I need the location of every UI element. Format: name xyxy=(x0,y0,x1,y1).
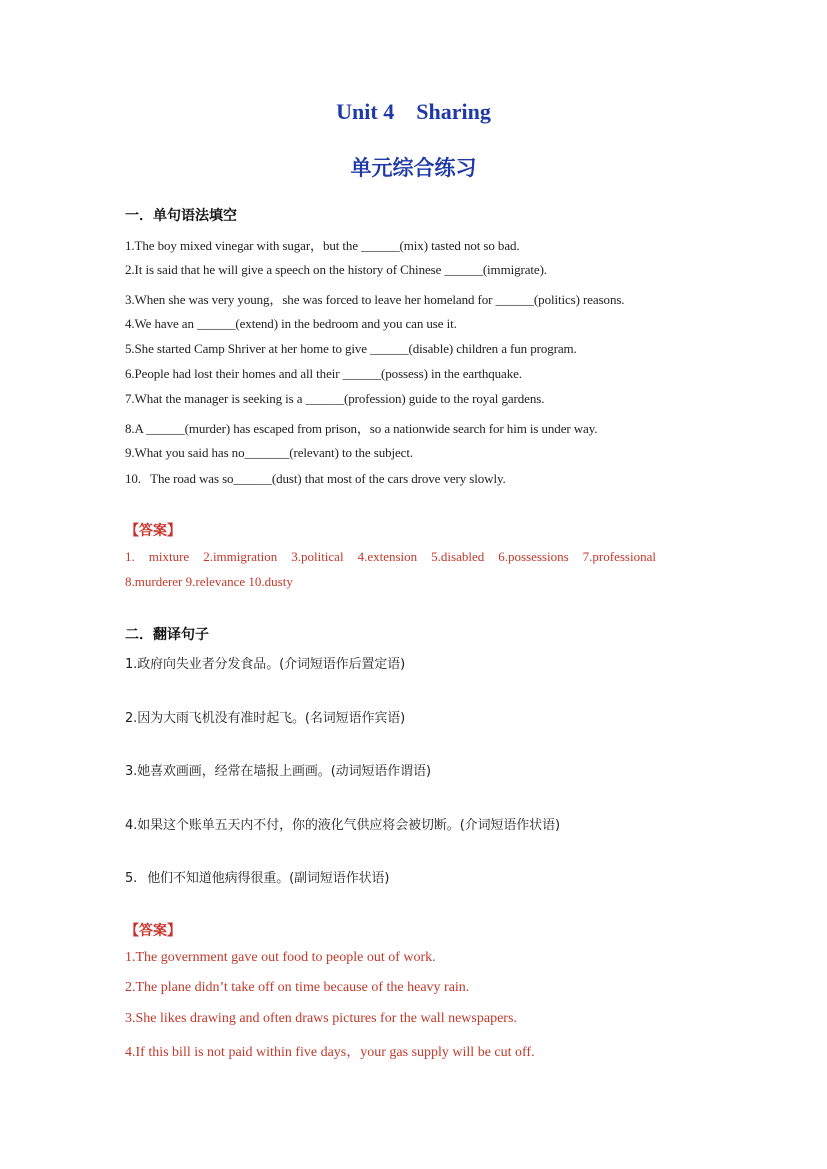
grammar-question: 2.It is said that he will give a speech on the history of Chinese ______(immigrate). xyxy=(125,262,547,277)
translation-answer: 4.If this bill is not paid within five days，your gas supply will be cut off. xyxy=(125,1045,535,1060)
answer-item: 7.professional xyxy=(582,549,656,564)
grammar-question: 9.What you said has no_______(relevant) to the subject. xyxy=(125,445,414,460)
answer-item: 4.extension xyxy=(357,549,418,564)
translation-question: 3.她喜欢画画，经常在墙报上画画。(动词短语作谓语) xyxy=(125,764,431,779)
section1-answer-label: 【答案】 xyxy=(125,523,181,539)
grammar-question: 7.What the manager is seeking is a ______(profession) guide to the royal gardens. xyxy=(125,391,545,406)
unit-title xyxy=(0,99,827,125)
section2-heading: 二．翻译句子 xyxy=(125,627,209,643)
section1-answers-line2: 8.murderer 9.relevance 10.dusty xyxy=(125,574,293,589)
grammar-question: 5.She started Camp Shriver at her home to give ______(disable) children a fun program. xyxy=(125,341,577,356)
translation-question: 2.因为大雨飞机没有准时起飞。(名词短语作宾语) xyxy=(125,711,406,726)
answer-item: 2.immigration xyxy=(203,549,278,564)
section1-answers-line1 xyxy=(125,549,670,565)
translation-question-5 xyxy=(125,867,389,886)
grammar-question: 3.When she was very young，she was forced to leave her homeland for ______(politics) reasons. xyxy=(125,292,625,307)
subtitle: 单元综合练习 xyxy=(350,156,477,180)
translation-answer: 1.The government gave out food to people out of work. xyxy=(125,950,436,965)
section2-answer-label: 【答案】 xyxy=(125,923,181,939)
answer-item: 1. xyxy=(125,549,135,564)
answer-item: mixture xyxy=(148,549,190,564)
translation-answer: 3.She likes drawing and often draws pictures for the wall newspapers. xyxy=(125,1011,517,1026)
answer-item: 5.disabled xyxy=(431,549,485,564)
grammar-question-10 xyxy=(125,471,506,487)
unit-name: Sharing xyxy=(416,99,491,124)
grammar-question: 6.People had lost their homes and all their ______(possess) in the earthquake. xyxy=(125,366,522,381)
answer-item: 6.possessions xyxy=(498,549,569,564)
unit-number: Unit 4 xyxy=(336,99,395,124)
section1-heading: 一．单句语法填空 xyxy=(125,208,237,224)
translation-answer: 2.The plane didn’t take off on time because of the heavy rain. xyxy=(125,980,470,995)
grammar-question: 1.The boy mixed vinegar with sugar，but the ______(mix) tasted not so bad. xyxy=(125,238,520,253)
translation-question: 1.政府向失业者分发食品。(介词短语作后置定语) xyxy=(125,657,406,672)
question-number: 10. xyxy=(125,471,141,486)
answer-item: 3.political xyxy=(291,549,344,564)
grammar-question: 4.We have an ______(extend) in the bedroom and you can use it. xyxy=(125,316,457,331)
grammar-question: 8.A ______(murder) has escaped from prison，so a nationwide search for him is under way. xyxy=(125,421,598,436)
question-number: 5. xyxy=(125,871,138,886)
question-text: 他们不知道他病得很重。(副词短语作状语) xyxy=(147,871,390,886)
question-text: The road was so______(dust) that most of the cars drove very slowly. xyxy=(150,471,506,486)
translation-question: 4.如果这个账单五天内不付，你的液化气供应将会被切断。(介词短语作状语) xyxy=(125,818,560,833)
